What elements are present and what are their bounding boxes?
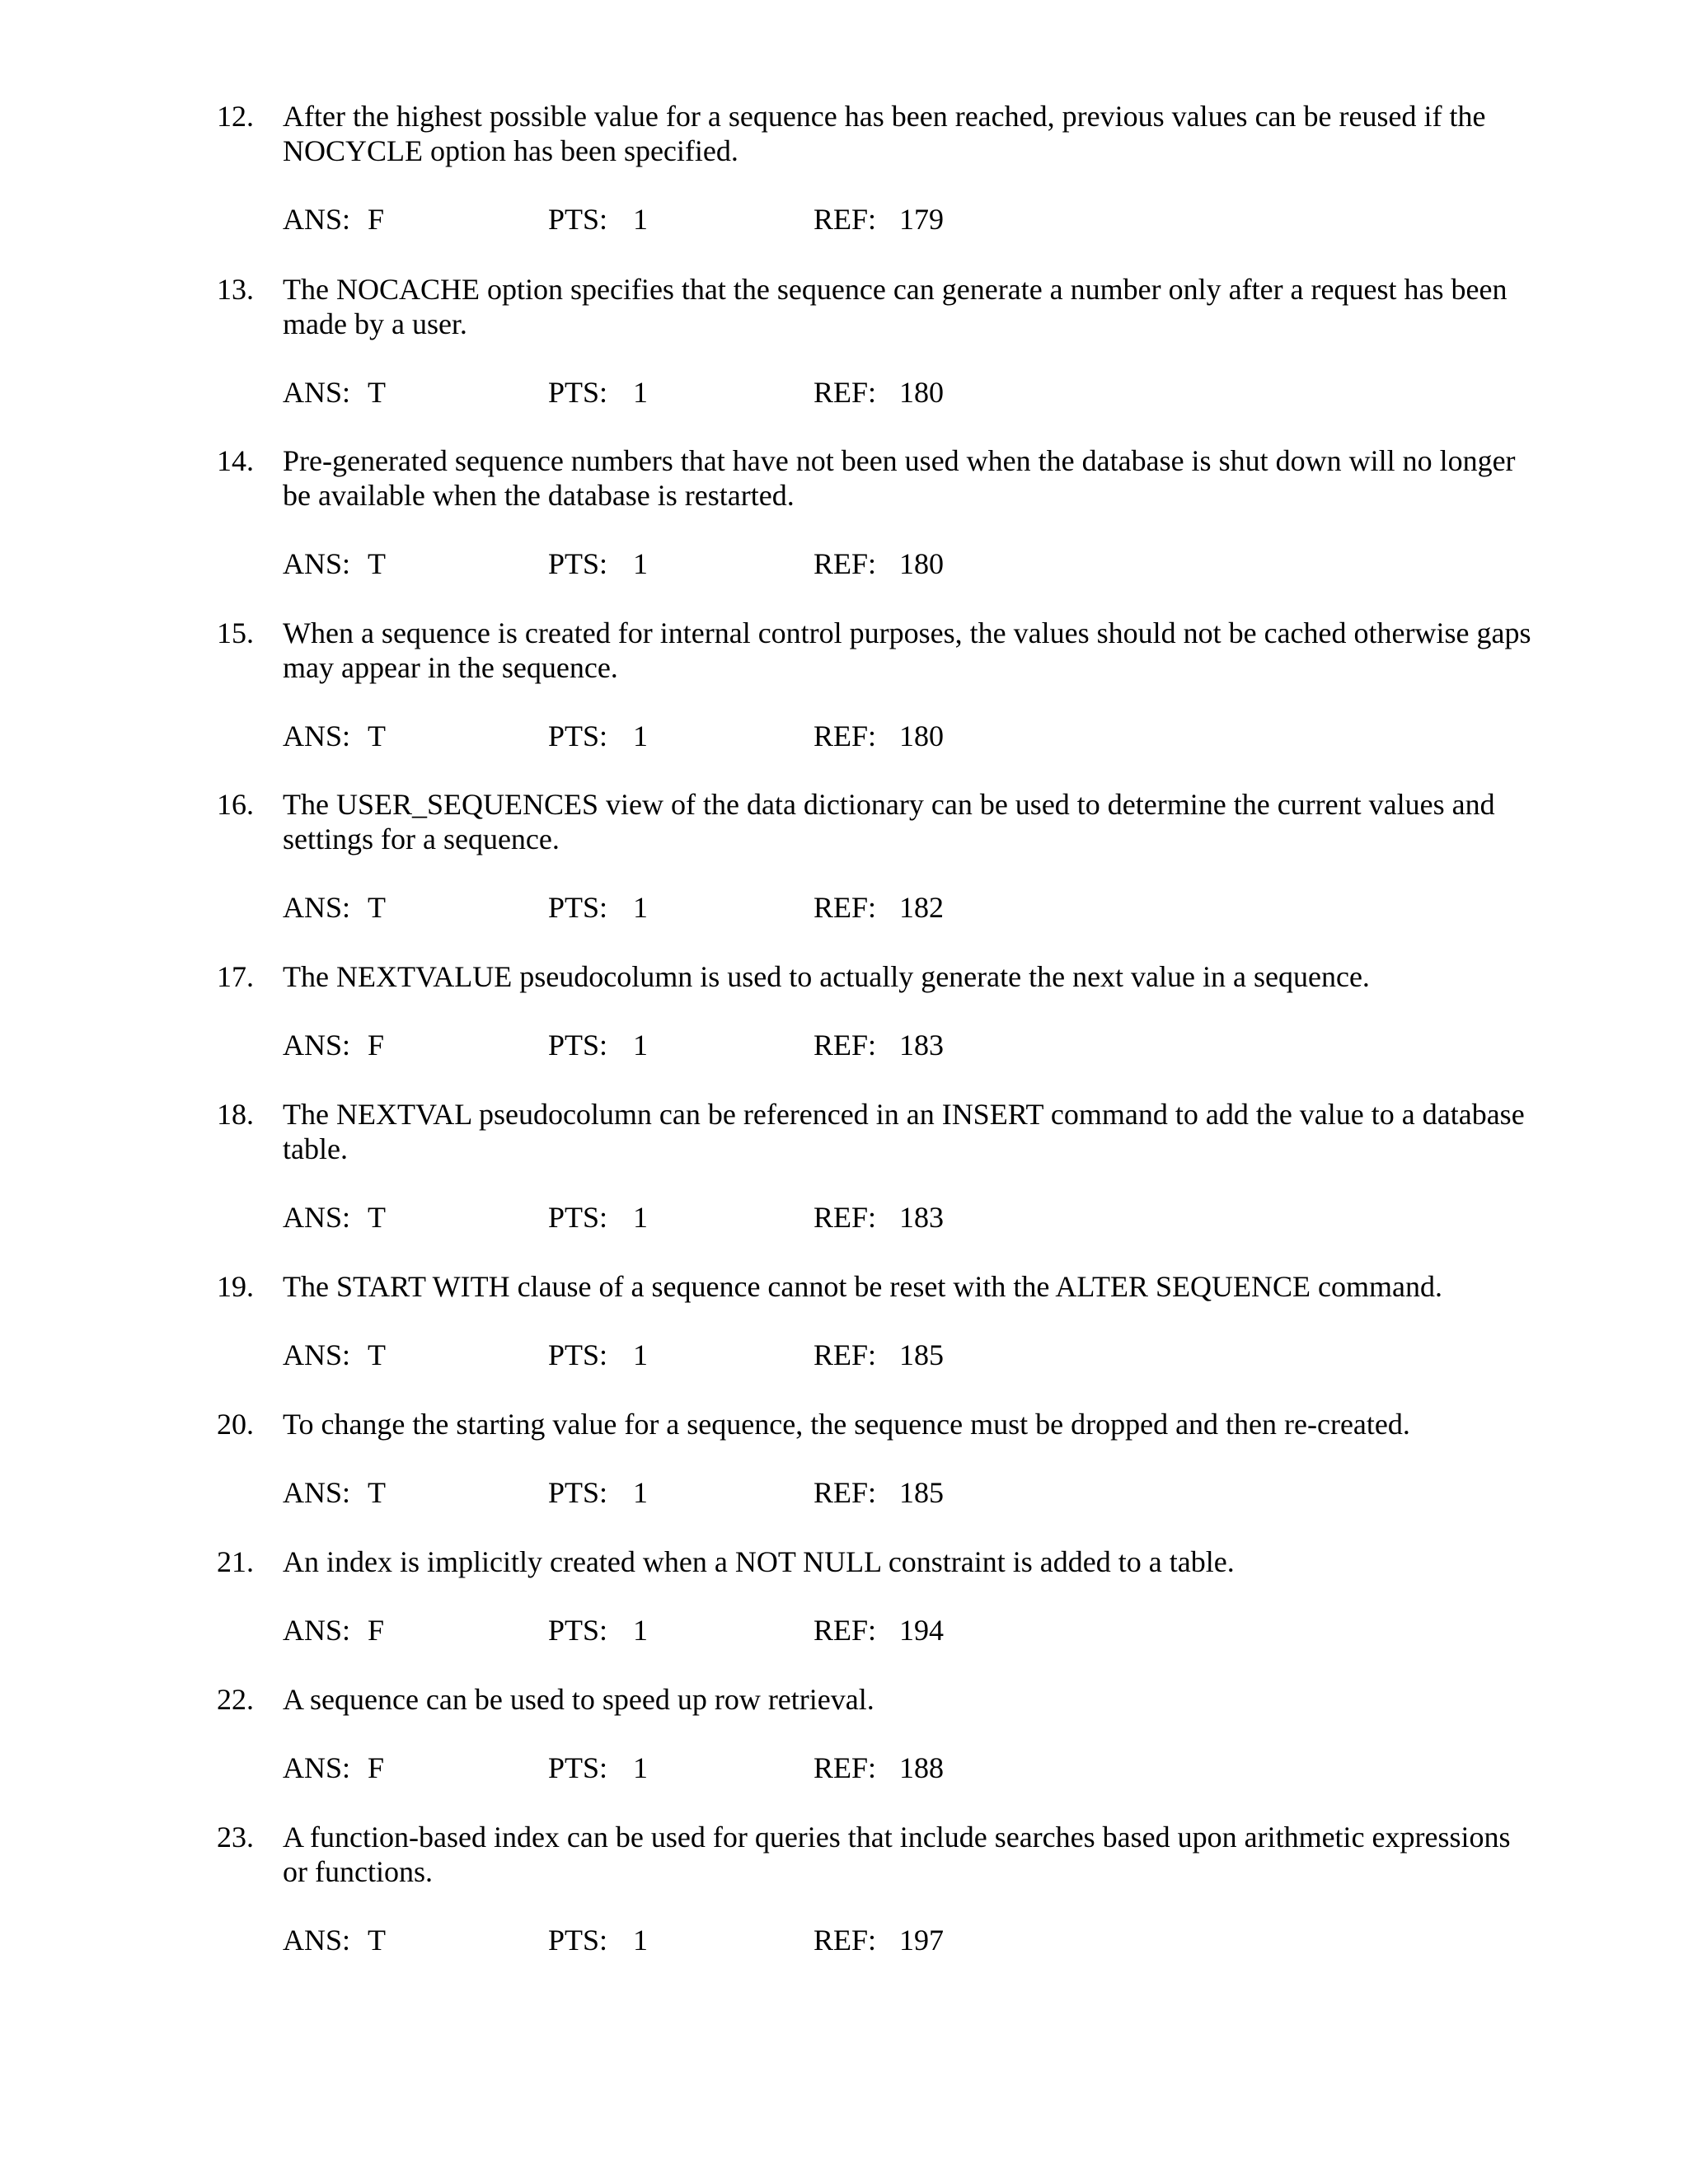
ans-label: ANS: [283,1029,351,1062]
pts-label: PTS: [548,719,608,752]
pts-value: 1 [633,547,648,580]
question-text: The USER_SEQUENCES view of the data dictionary can be used to determine the current values and settings for a sequence. [283,788,1495,855]
ref-label: REF: [814,1751,877,1784]
answer-row [0,1338,1688,1372]
ref-label: REF: [814,376,877,409]
question-15 [0,616,1688,780]
pts-label: PTS: [548,203,608,236]
question-text: To change the starting value for a sequence, the sequence must be dropped and then re-created. [283,1408,1410,1441]
pts-value: 1 [633,1201,648,1234]
ans-value: F [368,203,385,236]
question-text: A function-based index can be used for queries that include searches based upon arithmetic expressions or functions. [283,1821,1511,1888]
question-number: 14. [217,444,254,477]
ref-label: REF: [814,719,877,752]
ref-value: 188 [899,1751,944,1784]
question-14 [0,443,1688,608]
pts-value: 1 [633,719,648,752]
answer-row [0,1200,1688,1235]
pts-value: 1 [633,1029,648,1062]
pts-value: 1 [633,1338,648,1371]
ans-label: ANS: [283,1338,351,1371]
pts-value: 1 [633,1614,648,1647]
pts-label: PTS: [548,1338,608,1371]
ans-value: T [368,1201,386,1234]
ref-value: 180 [899,547,944,580]
ans-label: ANS: [283,376,351,409]
question-text: Pre-generated sequence numbers that have not been used when the database is shut down will no longer be available when the database is restarted. [283,444,1516,512]
ref-label: REF: [814,891,877,924]
ans-label: ANS: [283,1924,351,1957]
ref-value: 182 [899,891,944,924]
ref-label: REF: [814,1201,877,1234]
question-text: After the highest possible value for a sequence has been reached, previous values can be reused if the NOCYCLE option has been specified. [283,100,1486,167]
answer-row [0,375,1688,410]
ref-value: 194 [899,1614,944,1647]
ans-value: T [368,891,386,924]
ans-value: T [368,719,386,752]
ref-label: REF: [814,1338,877,1371]
ref-value: 183 [899,1201,944,1234]
question-number: 20. [217,1408,254,1441]
question-13 [0,272,1688,437]
ref-label: REF: [814,1029,877,1062]
question-number: 13. [217,273,254,306]
question-text: The NEXTVALUE pseudocolumn is used to actually generate the next value in a sequence. [283,960,1370,993]
pts-label: PTS: [548,1614,608,1647]
ans-value: F [368,1029,385,1062]
pts-value: 1 [633,1476,648,1509]
ans-label: ANS: [283,547,351,580]
pts-label: PTS: [548,1476,608,1509]
ref-value: 179 [899,203,944,236]
ref-label: REF: [814,203,877,236]
question-16 [0,787,1688,952]
pts-value: 1 [633,1751,648,1784]
ref-label: REF: [814,1924,877,1957]
question-text: When a sequence is created for internal control purposes, the values should not be cached otherwise gaps may appear in the sequence. [283,616,1531,684]
answer-row [0,719,1688,753]
ans-value: F [368,1751,385,1784]
pts-label: PTS: [548,1201,608,1234]
ref-value: 185 [899,1476,944,1509]
pts-label: PTS: [548,1924,608,1957]
question-number: 18. [217,1098,254,1131]
pts-value: 1 [633,203,648,236]
question-text: The NEXTVAL pseudocolumn can be referenced in an INSERT command to add the value to a database table. [283,1098,1525,1165]
ref-value: 180 [899,376,944,409]
ans-label: ANS: [283,1201,351,1234]
ans-value: T [368,1476,386,1509]
question-number: 15. [217,616,254,649]
answer-row [0,1475,1688,1510]
ref-label: REF: [814,547,877,580]
question-18 [0,1097,1688,1262]
ans-label: ANS: [283,719,351,752]
question-text: The START WITH clause of a sequence cannot be reset with the ALTER SEQUENCE command. [283,1270,1442,1303]
ref-value: 197 [899,1924,944,1957]
ans-value: F [368,1614,385,1647]
ref-value: 183 [899,1029,944,1062]
ans-value: T [368,1338,386,1371]
answer-row [0,1923,1688,1957]
answer-row [0,202,1688,237]
ans-label: ANS: [283,1614,351,1647]
ans-label: ANS: [283,203,351,236]
answer-row [0,546,1688,581]
ref-value: 180 [899,719,944,752]
question-number: 12. [217,100,254,133]
pts-value: 1 [633,376,648,409]
ref-value: 185 [899,1338,944,1371]
pts-label: PTS: [548,547,608,580]
answer-row [0,1613,1688,1647]
pts-label: PTS: [548,891,608,924]
question-text: A sequence can be used to speed up row retrieval. [283,1683,874,1716]
ans-value: T [368,1924,386,1957]
question-12 [0,99,1688,264]
pts-label: PTS: [548,1751,608,1784]
ans-value: T [368,376,386,409]
answer-row [0,1028,1688,1062]
answer-row [0,890,1688,925]
question-number: 23. [217,1821,254,1854]
answer-row [0,1750,1688,1785]
ref-label: REF: [814,1476,877,1509]
pts-value: 1 [633,891,648,924]
ans-label: ANS: [283,1476,351,1509]
question-text: An index is implicitly created when a NOT NULL constraint is added to a table. [283,1545,1235,1578]
ans-value: T [368,547,386,580]
ans-label: ANS: [283,1751,351,1784]
question-number: 22. [217,1683,254,1716]
ref-label: REF: [814,1614,877,1647]
question-23 [0,1820,1688,1985]
question-number: 21. [217,1545,254,1578]
pts-label: PTS: [548,1029,608,1062]
question-text: The NOCACHE option specifies that the sequence can generate a number only after a request has been made by a user. [283,273,1507,340]
question-number: 16. [217,788,254,821]
question-number: 17. [217,960,254,993]
ans-label: ANS: [283,891,351,924]
pts-value: 1 [633,1924,648,1957]
pts-label: PTS: [548,376,608,409]
question-number: 19. [217,1270,254,1303]
